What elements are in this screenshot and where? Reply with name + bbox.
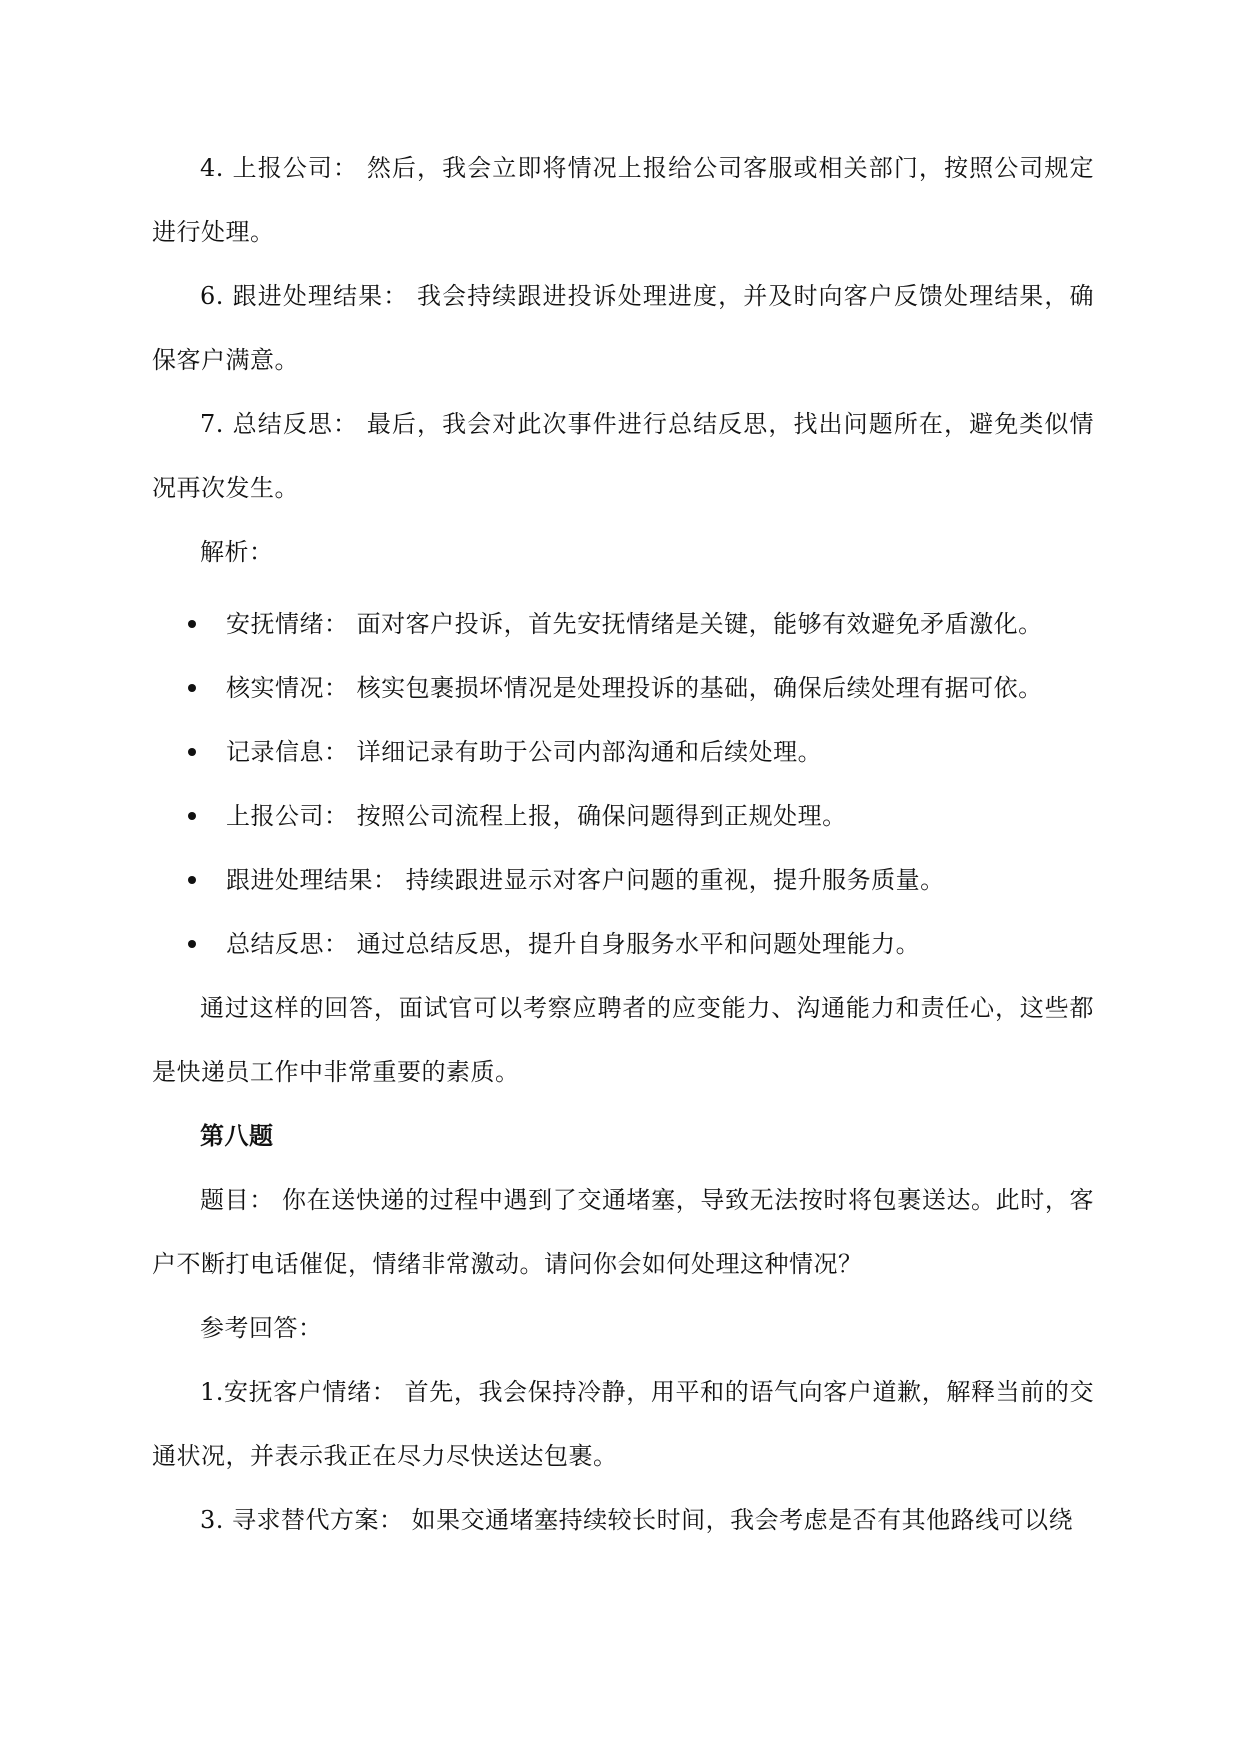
- answer-item-6: 6. 跟进处理结果： 我会持续跟进投诉处理进度，并及时向客户反馈处理结果，确保客户满意。: [152, 282, 1094, 374]
- analysis-item-text: 跟进处理结果： 持续跟进显示对客户问题的重视，提升服务质量。: [226, 866, 945, 894]
- bullet-icon: [188, 940, 196, 948]
- analysis-item-text: 记录信息： 详细记录有助于公司内部沟通和后续处理。: [226, 738, 823, 766]
- question-heading: 第八题: [200, 1121, 274, 1150]
- analysis-item: [152, 912, 1094, 976]
- analysis-label: 解析：: [200, 538, 274, 566]
- analysis-item: [152, 656, 1094, 720]
- analysis-item-text: 安抚情绪： 面对客户投诉，首先安抚情绪是关键，能够有效避免矛盾激化。: [226, 610, 1043, 638]
- bullet-icon: [188, 684, 196, 692]
- answer-item-3: 3. 寻求替代方案： 如果交通堵塞持续较长时间，我会考虑是否有其他路线可以绕: [200, 1506, 1074, 1534]
- answer-label: 参考回答：: [200, 1314, 323, 1342]
- analysis-item-text: 核实情况： 核实包裹损坏情况是处理投诉的基础，确保后续处理有据可依。: [226, 674, 1043, 702]
- analysis-item-text: 上报公司： 按照公司流程上报，确保问题得到正规处理。: [226, 802, 847, 830]
- answer-item-1: 1.安抚客户情绪： 首先，我会保持冷静，用平和的语气向客户道歉，解释当前的交通状况，并表示我正在尽力尽快送达包裹。: [152, 1378, 1094, 1470]
- bullet-icon: [188, 876, 196, 884]
- answer-item-4: 4. 上报公司： 然后，我会立即将情况上报给公司客服或相关部门，按照公司规定进行处理。: [152, 154, 1094, 246]
- bullet-icon: [188, 620, 196, 628]
- bullet-icon: [188, 748, 196, 756]
- analysis-item: [152, 784, 1094, 848]
- analysis-item: [152, 592, 1094, 656]
- analysis-item-text: 总结反思： 通过总结反思，提升自身服务水平和问题处理能力。: [226, 930, 921, 958]
- question-prompt: 题目： 你在送快递的过程中遇到了交通堵塞，导致无法按时将包裹送达。此时，客户不断打电话催促，情绪非常激动。请问你会如何处理这种情况？: [152, 1186, 1094, 1278]
- conclusion-paragraph: 通过这样的回答，面试官可以考察应聘者的应变能力、沟通能力和责任心，这些都是快递员工作中非常重要的素质。: [152, 994, 1094, 1086]
- analysis-list: [152, 592, 1094, 976]
- answer-item-7: 7. 总结反思： 最后，我会对此次事件进行总结反思，找出问题所在，避免类似情况再次发生。: [152, 410, 1094, 502]
- analysis-item: [152, 720, 1094, 784]
- analysis-item: [152, 848, 1094, 912]
- bullet-icon: [188, 812, 196, 820]
